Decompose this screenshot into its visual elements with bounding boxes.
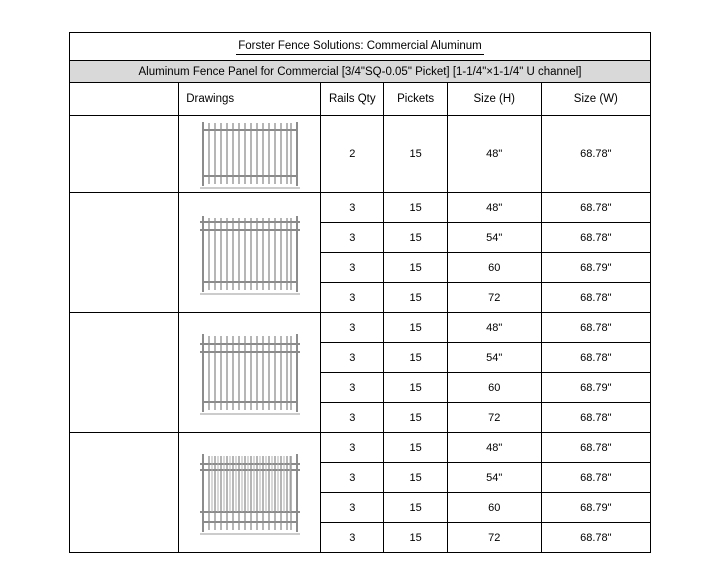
cell-rails: 3: [321, 283, 384, 313]
cell-height: 48": [447, 433, 541, 463]
cell-rails: 3: [321, 223, 384, 253]
cell-width: 68.78": [541, 523, 650, 553]
cell-rails: 3: [321, 403, 384, 433]
header-rails-qty: Rails Qty: [321, 83, 384, 116]
cell-pickets: 15: [384, 193, 447, 223]
table-row: [70, 313, 651, 343]
table-row: [70, 433, 651, 463]
cell-width: 68.78": [541, 463, 650, 493]
cell-rails: 3: [321, 193, 384, 223]
cell-pickets: 15: [384, 313, 447, 343]
cell-pickets: 15: [384, 433, 447, 463]
header-pickets: Pickets: [384, 83, 447, 116]
group-label-cell-2: [70, 193, 179, 313]
cell-rails: 2: [321, 116, 384, 193]
cell-width: 68.79": [541, 493, 650, 523]
header-size-h: Size (H): [447, 83, 541, 116]
header-size-w: Size (W): [541, 83, 650, 116]
cell-height: 48": [447, 313, 541, 343]
fence-panel-3-rail-flush-icon: [179, 210, 320, 296]
group-label-cell-4: [70, 433, 179, 553]
cell-height: 72: [447, 523, 541, 553]
cell-width: 68.78": [541, 403, 650, 433]
group-label-cell-3: [70, 313, 179, 433]
cell-pickets: 15: [384, 403, 447, 433]
table-title-row: [70, 33, 651, 61]
cell-height: 60: [447, 253, 541, 283]
cell-rails: 3: [321, 463, 384, 493]
header-blank: [70, 83, 179, 116]
cell-pickets: 15: [384, 283, 447, 313]
drawing-cell-2: [179, 193, 321, 313]
cell-rails: 3: [321, 253, 384, 283]
cell-width: 68.78": [541, 193, 650, 223]
cell-width: 68.78": [541, 313, 650, 343]
cell-pickets: 15: [384, 523, 447, 553]
cell-height: 48": [447, 116, 541, 193]
document-title-cell: [70, 33, 651, 61]
group-label-cell-1: [70, 116, 179, 193]
cell-width: 68.79": [541, 373, 650, 403]
header-drawings: Drawings: [179, 83, 321, 116]
cell-pickets: 15: [384, 463, 447, 493]
fence-panel-3-rail-spear-icon: [179, 330, 320, 416]
table-row: [70, 193, 651, 223]
drawing-cell-3: [179, 313, 321, 433]
cell-rails: 3: [321, 523, 384, 553]
spec-sheet: [69, 32, 651, 553]
fence-panel-2-rail-icon: [179, 118, 320, 190]
cell-rails: 3: [321, 373, 384, 403]
table-row: [70, 116, 651, 193]
cell-pickets: 15: [384, 493, 447, 523]
cell-height: 60: [447, 373, 541, 403]
drawing-cell-1: [179, 116, 321, 193]
cell-height: 72: [447, 283, 541, 313]
cell-height: 54": [447, 463, 541, 493]
cell-rails: 3: [321, 313, 384, 343]
document-subtitle: Aluminum Fence Panel for Commercial [3/4"SQ-0.05" Picket] [1-1/4"×1-1/4" U channel]: [70, 61, 651, 83]
fence-panel-3-rail-double-picket-icon: [179, 450, 320, 536]
table-header-row: [70, 83, 651, 116]
cell-pickets: 15: [384, 253, 447, 283]
cell-width: 68.78": [541, 116, 650, 193]
cell-width: 68.78": [541, 223, 650, 253]
cell-rails: 3: [321, 343, 384, 373]
cell-height: 72: [447, 403, 541, 433]
cell-height: 54": [447, 223, 541, 253]
fence-panel-spec-table: [69, 32, 651, 553]
cell-pickets: 15: [384, 373, 447, 403]
cell-rails: 3: [321, 433, 384, 463]
cell-pickets: 15: [384, 116, 447, 193]
cell-width: 68.78": [541, 343, 650, 373]
cell-width: 68.78": [541, 283, 650, 313]
drawing-cell-4: [179, 433, 321, 553]
document-title: Forster Fence Solutions: Commercial Aluminum: [236, 39, 484, 55]
cell-height: 54": [447, 343, 541, 373]
cell-height: 60: [447, 493, 541, 523]
cell-height: 48": [447, 193, 541, 223]
cell-rails: 3: [321, 493, 384, 523]
table-subtitle-row: [70, 61, 651, 83]
cell-pickets: 15: [384, 223, 447, 253]
cell-pickets: 15: [384, 343, 447, 373]
cell-width: 68.78": [541, 433, 650, 463]
cell-width: 68.79": [541, 253, 650, 283]
